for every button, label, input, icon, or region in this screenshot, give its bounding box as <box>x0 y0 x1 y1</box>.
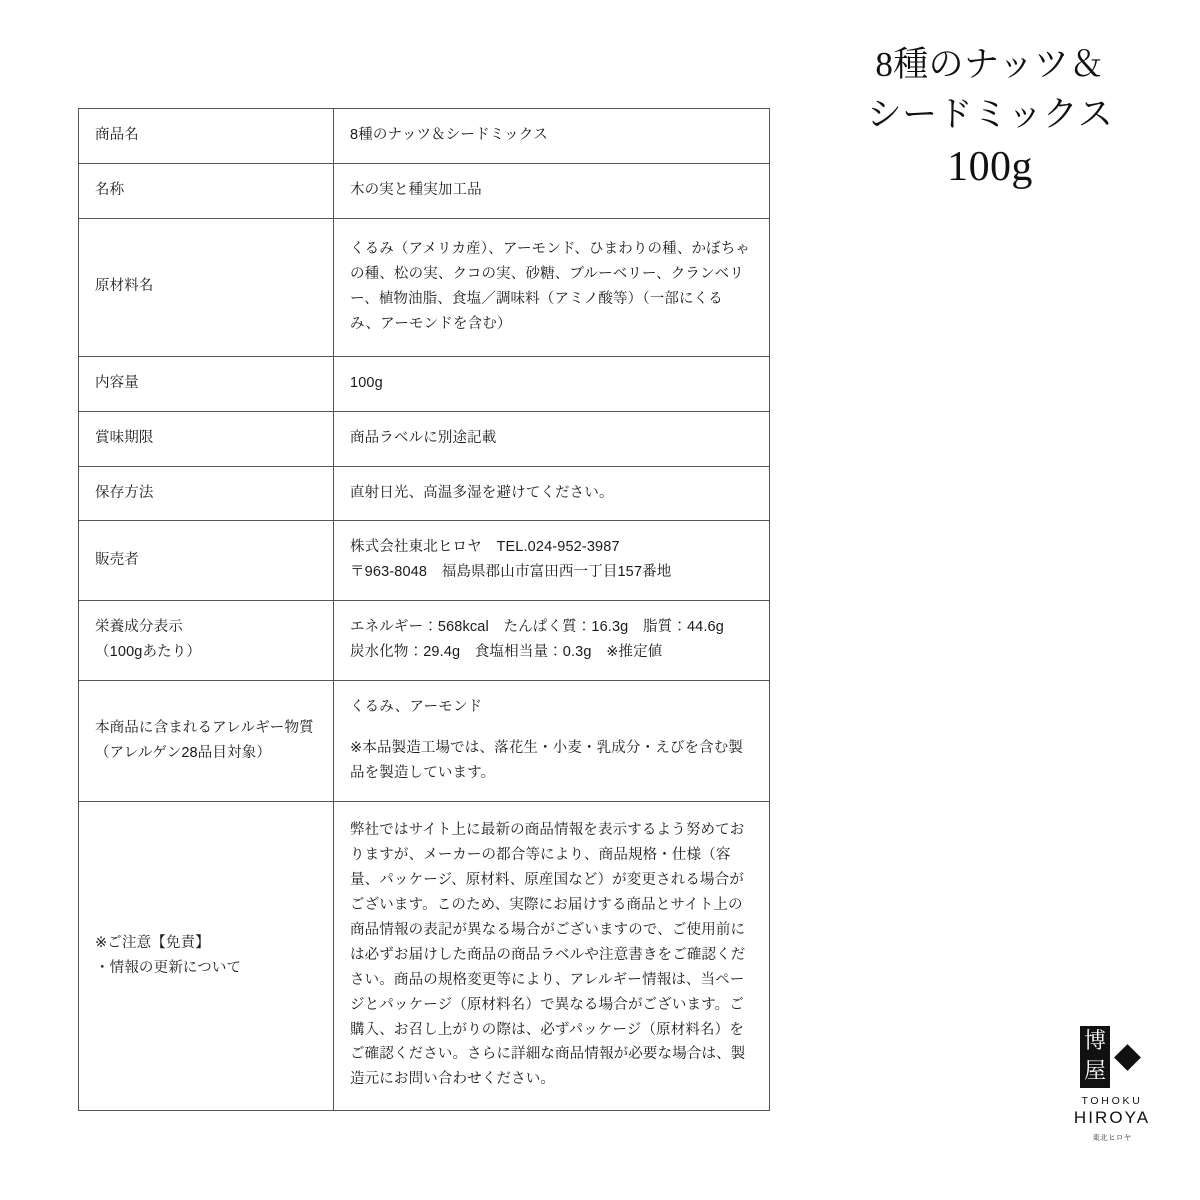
disclaimer-label-sub: ・情報の更新について <box>95 959 242 976</box>
row-value-net-weight: 100g <box>334 356 770 411</box>
table-row-best-before <box>79 411 770 466</box>
logo-diamond-wrapper <box>1110 1026 1144 1088</box>
allergen-label-main: 本商品に含まれるアレルギー物質 <box>95 719 314 736</box>
table-row-nutrition <box>79 601 770 681</box>
product-title-line-2: シードミックス <box>866 95 1114 135</box>
row-label-product-name: 商品名 <box>79 109 334 164</box>
table-row-category <box>79 163 770 218</box>
product-title-line-1: 8種のナッツ＆ <box>875 45 1105 84</box>
allergen-facility-note: ※本品製造工場では、落花生・小麦・乳成分・えびを含む製品を製造しています。 <box>350 740 744 782</box>
row-value-product-name: 8種のナッツ＆シードミックス <box>334 109 770 164</box>
product-spec-table <box>78 108 770 1111</box>
logo-brand-name: HIROYA <box>1073 1108 1151 1127</box>
diamond-icon <box>1114 1044 1141 1071</box>
product-title-block <box>820 40 1160 195</box>
logo-mark-icon <box>1069 1026 1155 1088</box>
brand-logo <box>1064 1026 1160 1143</box>
table-row-seller <box>79 521 770 601</box>
seller-company-line: 株式会社東北ヒロヤ TEL.024-952-3987 <box>350 539 620 556</box>
row-value-allergens <box>334 681 770 802</box>
table-row-product-name <box>79 109 770 164</box>
row-label-allergens <box>79 681 334 802</box>
product-title-weight: 100g <box>947 144 1033 191</box>
row-label-nutrition <box>79 601 334 681</box>
logo-brand-name-jp: 東北ヒロヤ <box>1092 1133 1132 1142</box>
row-label-storage: 保存方法 <box>79 466 334 521</box>
nutrition-label-main: 栄養成分表示 <box>95 619 183 636</box>
allergen-list: くるみ、アーモンド <box>350 699 483 716</box>
row-value-ingredients: くるみ（アメリカ産）、アーモンド、ひまわりの種、かぼちゃの種、松の実、クコの実、砂糖、ブルーベリー、クランベリー、植物油脂、食塩／調味料（アミノ酸等）（一部にくるみ、アーモンドを含む） <box>334 218 770 356</box>
row-label-ingredients: 原材料名 <box>79 218 334 356</box>
table-row-storage <box>79 466 770 521</box>
table-row-allergens <box>79 681 770 802</box>
table-row-disclaimer <box>79 802 770 1111</box>
row-value-seller <box>334 521 770 601</box>
logo-kanji-bottom: 屋 <box>1083 1059 1106 1084</box>
row-label-disclaimer <box>79 802 334 1111</box>
table-row-ingredients <box>79 218 770 356</box>
nutrition-label-basis: （100gあたり） <box>95 644 202 661</box>
table-row-net-weight <box>79 356 770 411</box>
seller-address-line: 〒963-8048 福島県郡山市富田西一丁目157番地 <box>350 564 672 581</box>
row-label-category: 名称 <box>79 163 334 218</box>
row-label-net-weight: 内容量 <box>79 356 334 411</box>
logo-region-text: TOHOKU <box>1081 1095 1143 1107</box>
logo-kanji-block <box>1080 1026 1110 1088</box>
logo-kanji-top: 博 <box>1083 1029 1106 1054</box>
row-label-best-before: 賞味期限 <box>79 411 334 466</box>
disclaimer-label-main: ※ご注意【免責】 <box>95 935 210 952</box>
row-value-category: 木の実と種実加工品 <box>334 163 770 218</box>
row-value-best-before: 商品ラベルに別途記載 <box>334 411 770 466</box>
row-value-nutrition: エネルギー：568kcal たんぱく質：16.3g 脂質：44.6g 炭水化物：29.4g 食塩相当量：0.3g ※推定値 <box>334 601 770 681</box>
allergen-label-scope: （アレルゲン28品目対象） <box>95 744 271 761</box>
row-value-disclaimer: 弊社ではサイト上に最新の商品情報を表示するよう努めておりますが、メーカーの都合等により、商品規格・仕様（容量、パッケージ、原材料、原産国など）が変更される場合がございます。このため、実際にお届けする商品とサイト上の商品情報の表記が異なる場合がございますので、ご使用前には必ずお届けした商品の商品ラベルや注意書きをご確認ください。商品の規格変更等により、アレルギー情報は、当ページとパッケージ（原材料名）で異なる場合がございます。ご購入、お召し上がりの際は、必ずパッケージ（原材料名）をご確認ください。さらに詳細な商品情報が必要な場合は、製造元にお問い合わせください。 <box>334 802 770 1111</box>
row-label-seller: 販売者 <box>79 521 334 601</box>
row-value-storage: 直射日光、高温多湿を避けてください。 <box>334 466 770 521</box>
